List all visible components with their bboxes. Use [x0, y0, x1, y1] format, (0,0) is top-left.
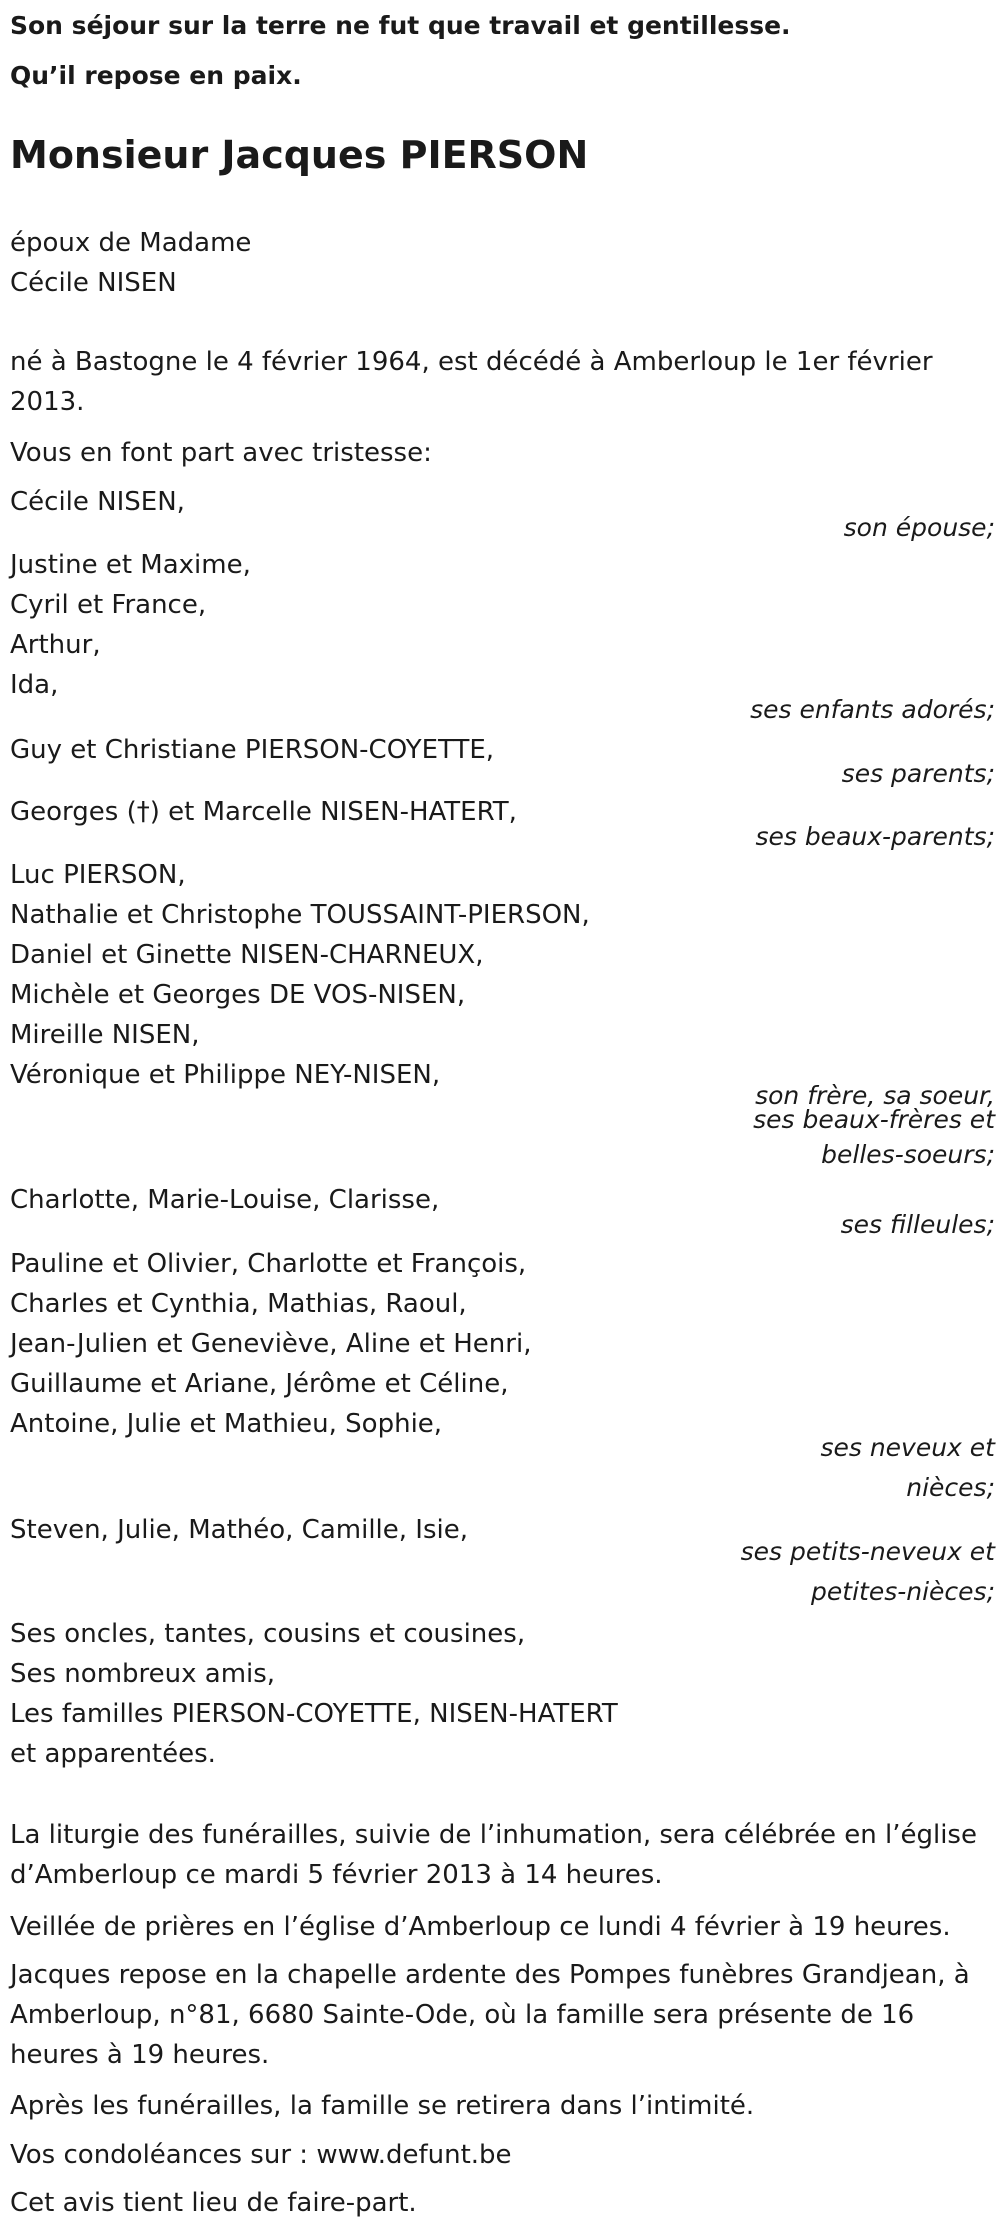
family-name: Véronique et Philippe NEY-NISEN,: [10, 1060, 441, 1090]
deceased-name: Monsieur Jacques PIERSON: [10, 133, 589, 177]
role-line: ses petits-neveux et: [740, 1537, 995, 1566]
family-name: Guillaume et Ariane, Jérôme et Céline,: [10, 1369, 509, 1399]
family-name: Antoine, Julie et Mathieu, Sophie,: [10, 1409, 443, 1439]
family-name: Ida,: [10, 670, 59, 700]
family-name: Guy et Christiane PIERSON-COYETTE,: [10, 735, 495, 765]
family-name: Cyril et France,: [10, 590, 207, 620]
birth-death: né à Bastogne le 4 février 1964, est décédé à Amberloup le 1er février 2013.: [10, 347, 933, 417]
role-line: ses neveux et: [820, 1433, 995, 1462]
role-children: ses enfants adorés;: [750, 695, 995, 724]
family-name: Luc PIERSON,: [10, 860, 186, 890]
role-spouse: son épouse;: [843, 513, 995, 542]
role-line: ses beaux-frères et: [753, 1105, 995, 1134]
announce-line: Vous en font part avec tristesse:: [10, 438, 432, 468]
spouse-intro-line: Cécile NISEN: [10, 268, 177, 298]
role-in-laws: ses beaux-parents;: [755, 822, 995, 851]
spouse-intro-line: époux de Madame: [10, 228, 252, 258]
role-grandnephews: [741, 1532, 995, 1612]
family-name: Charlotte, Marie-Louise, Clarisse,: [10, 1185, 440, 1215]
vigil-info: Veillée de prières en l’église d’Amberloup ce lundi 4 février à 19 heures.: [10, 1912, 951, 1942]
family-name: Cécile NISEN,: [10, 487, 185, 517]
role-line: nièces;: [906, 1473, 995, 1502]
others-group: [10, 1614, 990, 1774]
condolences-info: Vos condoléances sur : www.defunt.be: [10, 2140, 512, 2170]
family-name: Nathalie et Christophe TOUSSAINT-PIERSON,: [10, 900, 590, 930]
intimacy-info: Après les funérailles, la famille se retirera dans l’intimité.: [10, 2091, 755, 2121]
spouse-intro: [10, 223, 990, 303]
role-nephews: [820, 1428, 995, 1508]
info-line: Jacques repose en la chapelle ardente des Pompes funèbres Grandjean, à: [10, 1960, 970, 1990]
funeral-info: [10, 1815, 990, 1895]
role-siblings: [753, 1081, 995, 1177]
role-line: belles-soeurs;: [821, 1140, 995, 1169]
family-name: Ses oncles, tantes, cousins et cousines,: [10, 1619, 526, 1649]
quote-line-1: Son séjour sur la terre ne fut que travail et gentillesse.: [10, 11, 791, 40]
family-name: et apparentées.: [10, 1739, 216, 1769]
info-line: Amberloup, n°81, 6680 Sainte-Ode, où la famille sera présente de 16: [10, 2000, 915, 2030]
info-line: La liturgie des funérailles, suivie de l’inhumation, sera célébrée en l’église: [10, 1820, 977, 1850]
siblings-group: [10, 855, 990, 1095]
family-name: Steven, Julie, Mathéo, Camille, Isie,: [10, 1515, 468, 1545]
info-line: d’Amberloup ce mardi 5 février 2013 à 14 heures.: [10, 1860, 663, 1890]
info-line: heures à 19 heures.: [10, 2040, 270, 2070]
chapel-info: [10, 1955, 990, 2075]
family-name: Justine et Maxime,: [10, 550, 251, 580]
family-name: Michèle et Georges DE VOS-NISEN,: [10, 980, 466, 1010]
role-goddaughters: ses filleules;: [840, 1210, 995, 1239]
family-name: Ses nombreux amis,: [10, 1659, 276, 1689]
role-line: petites-nièces;: [811, 1577, 995, 1606]
family-name: Pauline et Olivier, Charlotte et François,: [10, 1249, 527, 1279]
notice-info: Cet avis tient lieu de faire-part.: [10, 2188, 417, 2218]
family-name: Arthur,: [10, 630, 101, 660]
family-name: Jean-Julien et Geneviève, Aline et Henri,: [10, 1329, 532, 1359]
family-name: Georges (†) et Marcelle NISEN-HATERT,: [10, 797, 517, 827]
children-group: [10, 545, 990, 705]
quote-line-2: Qu’il repose en paix.: [10, 61, 302, 90]
nephews-group: [10, 1244, 990, 1444]
family-name: Les familles PIERSON-COYETTE, NISEN-HATERT: [10, 1699, 618, 1729]
family-name: Mireille NISEN,: [10, 1020, 200, 1050]
family-name: Charles et Cynthia, Mathias, Raoul,: [10, 1289, 467, 1319]
role-parents: ses parents;: [841, 759, 995, 788]
role-line: son frère, sa soeur,: [755, 1081, 995, 1110]
family-name: Daniel et Ginette NISEN-CHARNEUX,: [10, 940, 484, 970]
